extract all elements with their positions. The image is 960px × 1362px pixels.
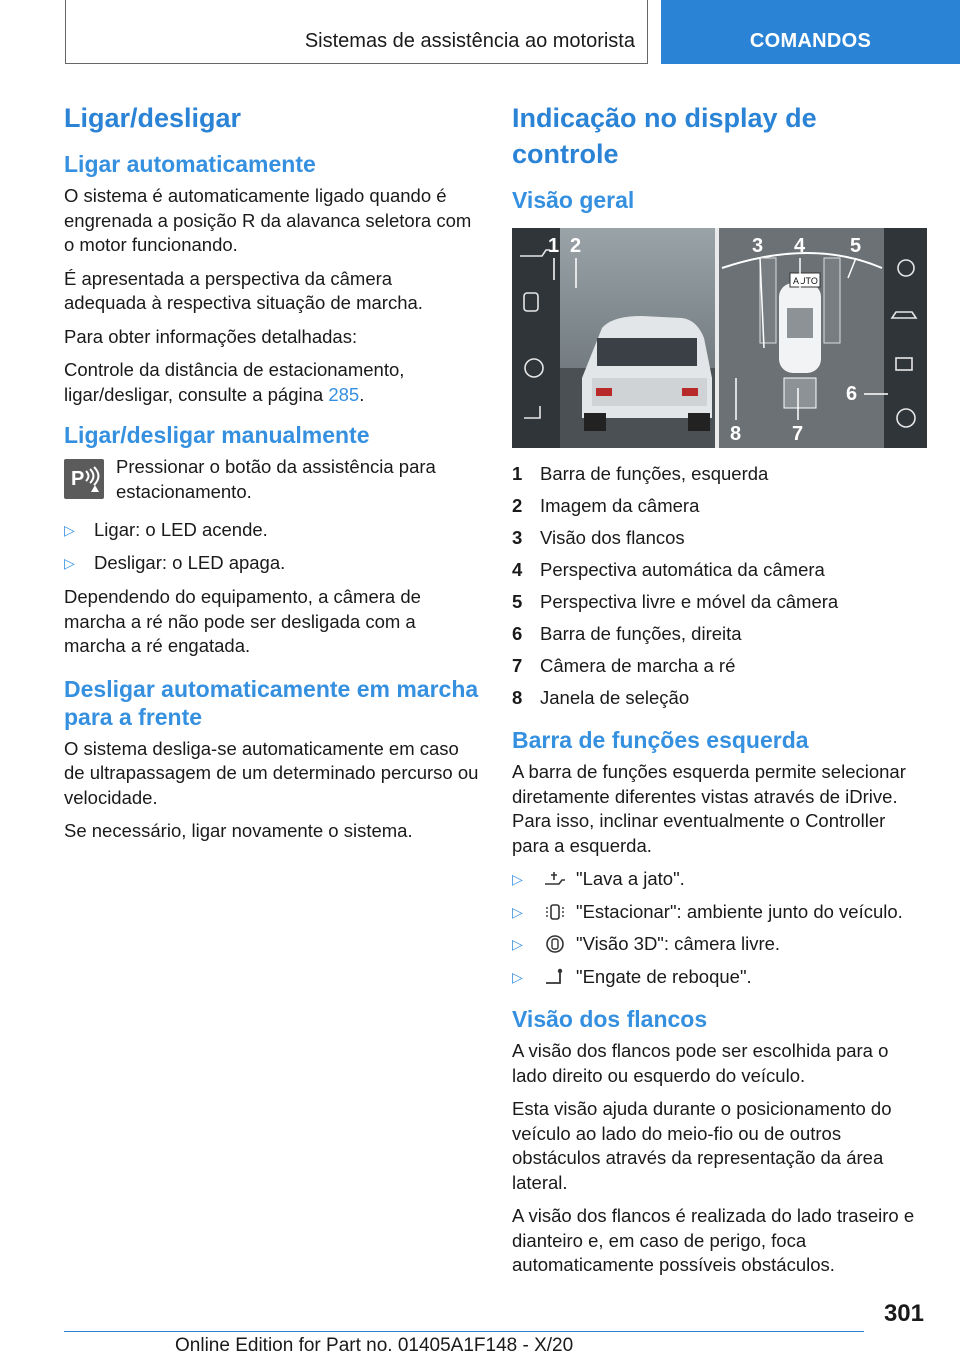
paragraph-auto-4 — [64, 358, 479, 407]
paragraph-auto-3: Para obter informações detalhadas: — [64, 325, 358, 347]
page-link-285[interactable]: 285 — [328, 383, 360, 405]
triangle-bullet-icon: ▷ — [64, 522, 75, 538]
callout-3: 3 — [752, 235, 764, 257]
3d-view-icon — [542, 934, 568, 954]
callout-4: 4 — [794, 235, 806, 257]
heading-barra-funcoes-esquerda: Barra de funções esquerda — [512, 727, 809, 753]
legend-text: Janela de seleção — [540, 687, 690, 708]
paragraph-auto-4-text: Controle da distância de estacionamento, ligar/desligar, consulte a página — [64, 359, 405, 405]
legend-text: Perspectiva livre e móvel da câmera — [540, 591, 839, 612]
legend-number: 5 — [512, 591, 523, 612]
header-chapter-tab[interactable] — [661, 0, 960, 64]
legend-text: Imagem da câmera — [540, 495, 700, 516]
bullet-text: "Visão 3D": câmera livre. — [576, 933, 781, 954]
bullet-text: "Lava a jato". — [576, 868, 685, 889]
car-wash-icon — [542, 869, 568, 889]
legend-row — [512, 462, 927, 486]
svg-text:P: P — [71, 468, 85, 490]
bullet-text: "Engate de reboque". — [576, 965, 752, 987]
page-number: 301 — [883, 1300, 924, 1327]
list-item — [64, 518, 479, 543]
legend-number: 6 — [512, 623, 523, 644]
header-chapter-label: COMANDOS — [749, 30, 872, 52]
legend-row — [512, 590, 927, 614]
callout-1: 1 — [548, 235, 560, 257]
legend-text: Barra de funções, esquerda — [540, 463, 769, 484]
list-item — [64, 551, 479, 576]
parking-assist-button-row — [64, 455, 479, 504]
paragraph-auto-4-end: . — [359, 383, 365, 405]
callout-5: 5 — [850, 235, 862, 257]
legend-row — [512, 526, 927, 550]
list-item — [512, 932, 927, 957]
paragraph-auto-2: É apresentada a perspectiva da câmera adequada à respectiva situação de marcha. — [64, 267, 423, 313]
left-column — [64, 100, 479, 853]
heading-visao-geral: Visão geral — [512, 187, 635, 213]
legend-number: 2 — [512, 495, 523, 516]
triangle-bullet-icon: ▷ — [64, 554, 75, 571]
header-section-title: Sistemas de assistência ao motorista — [304, 30, 635, 52]
paragraph-flank-3: A visão dos flancos é realizada do lado traseiro e dianteiro e, em caso de perigo, foca automaticamente possíveis obstáculos. — [512, 1205, 915, 1275]
bullet-text: "Estacionar": ambiente junto do veículo. — [576, 900, 903, 922]
legend-number: 8 — [512, 687, 523, 708]
list-item — [512, 965, 927, 990]
bullet-text: Desligar: o LED apaga. — [94, 551, 286, 573]
auto-badge-label: AUTO — [793, 276, 818, 286]
triangle-bullet-icon: ▷ — [512, 936, 523, 952]
paragraph-manual-2: Dependendo do equipamento, a câmera de marcha a ré não pode ser desligada com a marcha a ré engatada. — [64, 586, 421, 656]
legend-text: Barra de funções, direita — [540, 623, 742, 644]
parking-surroundings-icon — [542, 902, 568, 922]
parking-assist-button-icon — [64, 459, 104, 499]
legend-number: 3 — [512, 527, 523, 548]
heading-ligar-automaticamente: Ligar automaticamente — [64, 151, 316, 177]
legend-text: Visão dos flancos — [540, 527, 685, 548]
legend-row — [512, 654, 927, 678]
paragraph-flank-2: Esta visão ajuda durante o posicionamento do veículo ao lado do meio-fio ou de outros obstáculos através da representação da área lateral. — [512, 1098, 892, 1193]
list-item — [512, 867, 927, 892]
legend-row — [512, 558, 927, 582]
trailer-hitch-icon — [542, 967, 568, 987]
callout-7: 7 — [792, 423, 804, 445]
figure-legend — [512, 462, 927, 710]
legend-number: 7 — [512, 655, 523, 676]
triangle-bullet-icon: ▷ — [512, 871, 523, 887]
paragraph-manual: Pressionar o botão da assistência para estacionamento. — [116, 456, 436, 502]
legend-text: Câmera de marcha a ré — [540, 655, 736, 676]
paragraph-auto-1: O sistema é automaticamente ligado quando é engrenada a posição R da alavanca seletora com o motor funcionando. — [64, 185, 472, 255]
heading-visao-flancos: Visão dos flancos — [512, 1006, 708, 1032]
callout-8: 8 — [730, 423, 742, 445]
legend-row — [512, 686, 927, 710]
footer-edition: Online Edition for Part no. 01405A1F148 - X/20 — [175, 1335, 574, 1356]
control-display-figure — [512, 228, 927, 448]
heading-indicacao-display: Indicação no display de controle — [512, 103, 817, 169]
paragraph-off-1: O sistema desliga-se automaticamente em caso de ultrapassagem de um determinado percurso ou velocidade. — [64, 737, 479, 808]
paragraph-off-2: Se necessário, ligar novamente o sistema. — [64, 820, 413, 841]
header-section-box — [65, 0, 648, 64]
legend-text: Perspectiva automática da câmera — [540, 559, 825, 580]
list-item — [512, 900, 927, 925]
legend-row — [512, 494, 927, 518]
paragraph-flank-1: A visão dos flancos pode ser escolhida para o lado direito ou esquerdo do veículo. — [512, 1040, 889, 1086]
footer-divider — [64, 1331, 864, 1332]
triangle-bullet-icon: ▷ — [512, 903, 523, 920]
heading-ligar-manualmente: Ligar/desligar manualmente — [64, 422, 370, 448]
right-column — [512, 100, 927, 1287]
triangle-bullet-icon: ▷ — [512, 968, 523, 985]
callout-2: 2 — [570, 235, 582, 257]
function-bar-bullet-list — [512, 867, 927, 989]
paragraph-bar: A barra de funções esquerda permite selecionar diretamente diferentes vistas através de iDrive. Para isso, inclinar eventualmente o Controller para a esquerda. — [512, 761, 906, 856]
manual-bullet-list — [64, 518, 479, 575]
legend-number: 1 — [512, 463, 523, 484]
bullet-text: Ligar: o LED acende. — [94, 519, 268, 540]
legend-number: 4 — [512, 559, 523, 580]
callout-6: 6 — [846, 383, 858, 405]
heading-ligar-desligar: Ligar/desligar — [64, 103, 242, 133]
legend-row — [512, 622, 927, 646]
heading-desligar-automaticamente: Desligar automaticamente em marcha para a frente — [64, 675, 479, 730]
